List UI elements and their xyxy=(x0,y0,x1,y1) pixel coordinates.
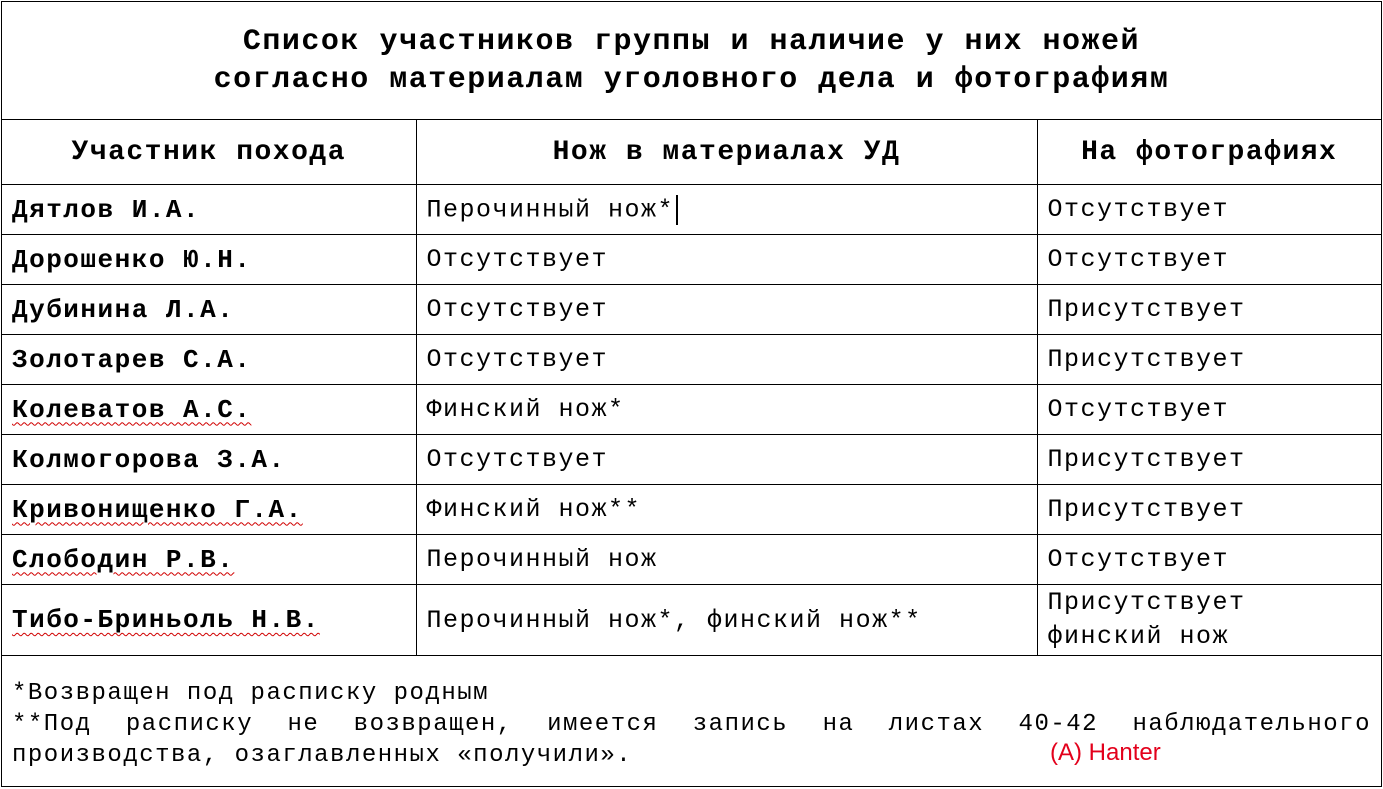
photo-cell: Отсутствует xyxy=(1037,535,1381,585)
photo-cell xyxy=(1037,585,1381,656)
footnote-1: *Возвращен под расписку родным xyxy=(12,680,490,707)
document-page xyxy=(1,1,1382,787)
photo-line-1: Присутствует xyxy=(1047,588,1246,617)
participant-name xyxy=(2,585,416,656)
knife-cell: Отсутствует xyxy=(416,285,1037,335)
knife-cell: Отсутствует xyxy=(416,335,1037,385)
table-row xyxy=(2,335,1381,385)
table-row xyxy=(2,285,1381,335)
table-row xyxy=(2,485,1381,535)
photo-cell: Присутствует xyxy=(1037,285,1381,335)
participant-name: Дорошенко Ю.Н. xyxy=(2,235,416,285)
knife-cell[interactable] xyxy=(416,185,1037,235)
participant-name: Колмогорова З.А. xyxy=(2,435,416,485)
footnote-2-line-1: **Под расписку не возвращен, имеется запись на листах 40-42 наблюдательного xyxy=(12,711,1371,738)
participant-name xyxy=(2,385,416,435)
knife-text: Перочинный нож* xyxy=(426,195,675,225)
header-photos: На фотографиях xyxy=(1037,120,1381,185)
text-cursor xyxy=(676,195,678,225)
photo-cell: Отсутствует xyxy=(1037,385,1381,435)
participant-name: Золотарев С.А. xyxy=(2,335,416,385)
header-knife-case: Нож в материалах УД xyxy=(416,120,1037,185)
knife-cell: Перочинный нож xyxy=(416,535,1037,585)
participant-name xyxy=(2,535,416,585)
header-participant: Участник похода xyxy=(2,120,416,185)
photo-line-2: финский нож xyxy=(1047,622,1230,651)
participant-name: Дятлов И.А. xyxy=(2,185,416,235)
footnotes xyxy=(12,678,1371,771)
knife-cell: Отсутствует xyxy=(416,235,1037,285)
spellcheck-word: Колеватов А.С. xyxy=(12,394,252,425)
footnote-2-line-2: производства, озаглавленных «получили». xyxy=(12,742,633,769)
table-header-row xyxy=(2,120,1381,185)
table-row xyxy=(2,435,1381,485)
spellcheck-word: Кривонищенко Г.А. xyxy=(12,494,303,525)
photo-cell: Отсутствует xyxy=(1037,185,1381,235)
participants-table xyxy=(2,120,1381,656)
title-line-1: Список участников группы и наличие у них ножей xyxy=(242,24,1141,59)
photo-cell: Присутствует xyxy=(1037,485,1381,535)
knife-cell: Финский нож** xyxy=(416,485,1037,535)
table-row xyxy=(2,235,1381,285)
participant-name xyxy=(2,485,416,535)
photo-cell: Присутствует xyxy=(1037,335,1381,385)
photo-cell: Отсутствует xyxy=(1037,235,1381,285)
knife-cell: Финский нож* xyxy=(416,385,1037,435)
title-line-2: согласно материалам уголовного дела и фотографиям xyxy=(213,62,1170,97)
table-row xyxy=(2,185,1381,235)
knife-cell: Перочинный нож*, финский нож** xyxy=(416,585,1037,656)
spellcheck-word: Слободин Р.В. xyxy=(12,544,235,575)
spellcheck-word: Тибо-Бриньоль Н.В. xyxy=(12,605,320,635)
author-signature: (A) Hanter xyxy=(1050,739,1161,766)
participant-name: Дубинина Л.А. xyxy=(2,285,416,335)
photo-cell: Присутствует xyxy=(1037,435,1381,485)
knife-cell: Отсутствует xyxy=(416,435,1037,485)
table-row xyxy=(2,585,1381,656)
table-row xyxy=(2,385,1381,435)
table-row xyxy=(2,535,1381,585)
document-title xyxy=(2,2,1381,120)
